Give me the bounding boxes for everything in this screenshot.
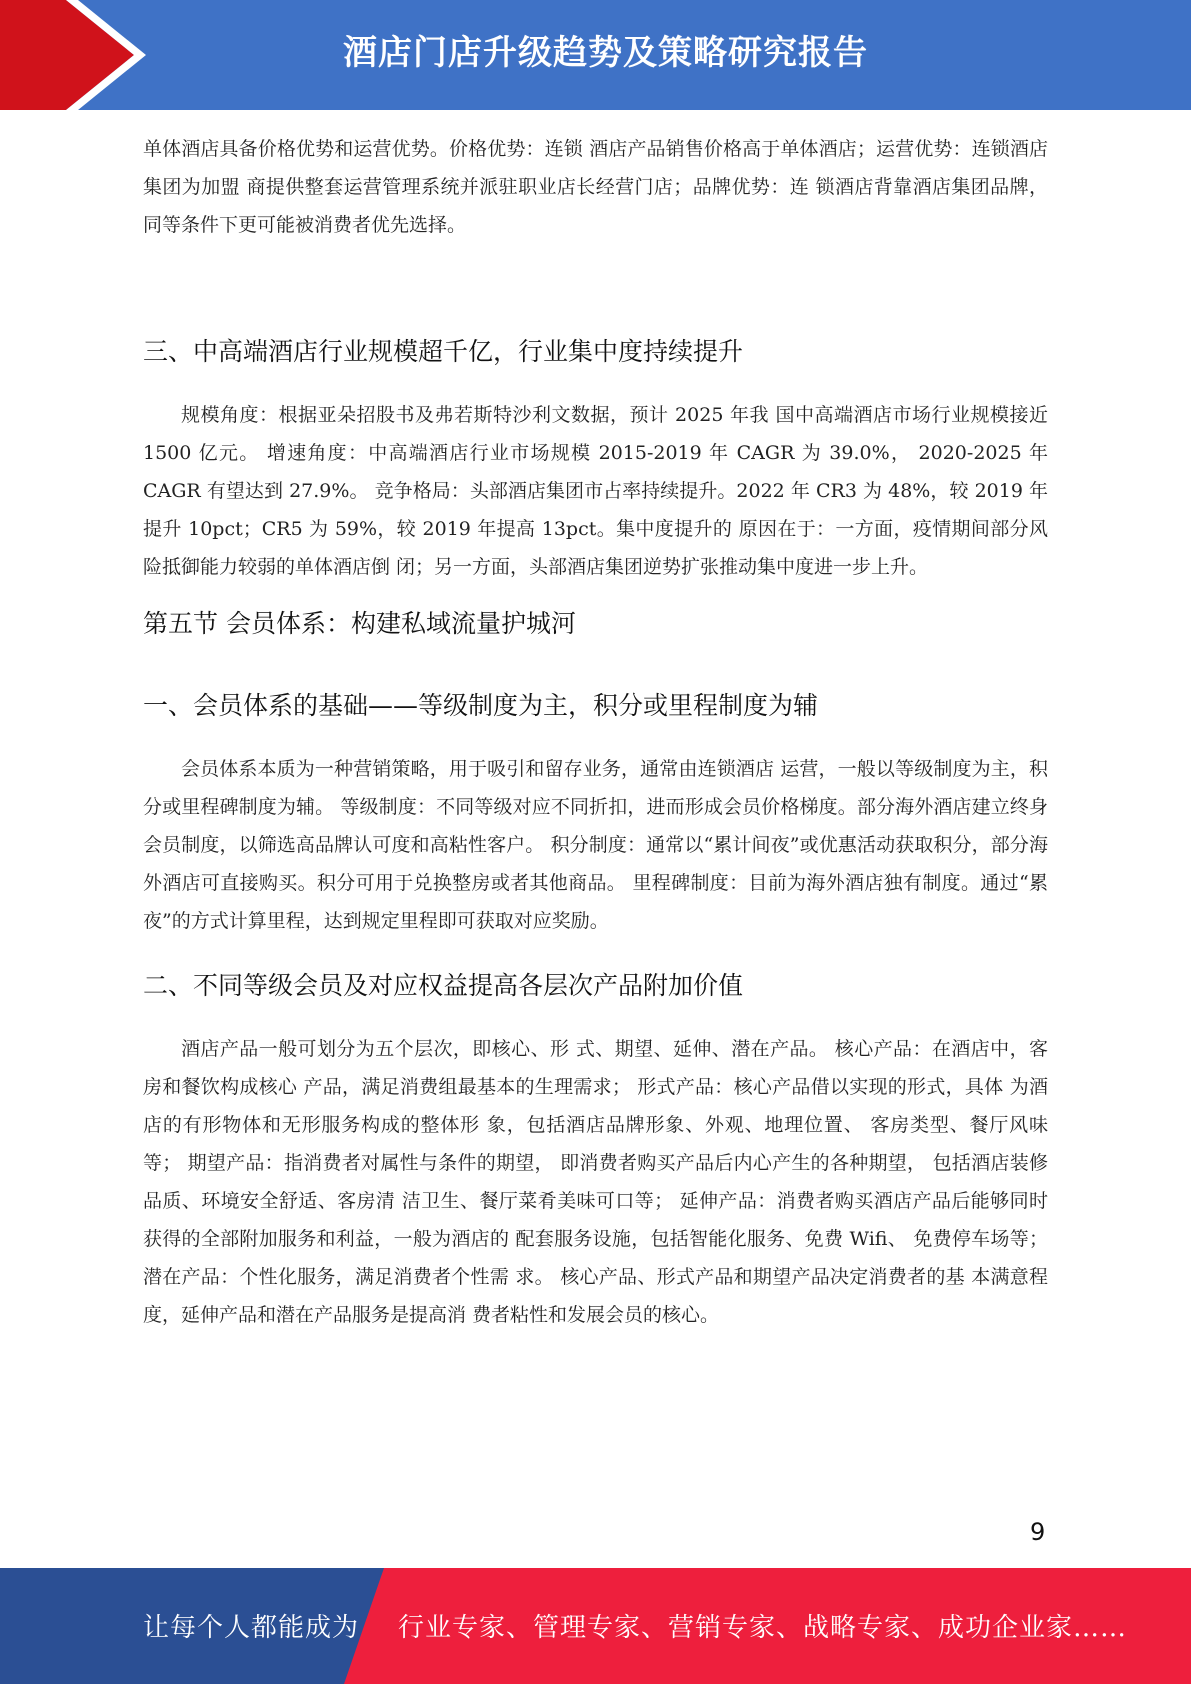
sub1-paragraph: 会员体系本质为一种营销策略，用于吸引和留存业务，通常由连锁酒店 运营，一般以等级制度为主，积分或里程碑制度为辅。 等级制度：不同等级对应不同折扣，进而形成会员价格梯度。部分海外酒店建立终身会员制度，以筛选高品牌认可度和高粘性客户。 积分制度：通常以“累计间夜”或优惠活动获取积分，部分海外酒店可直接购买。积分可用于兑换整房或者其他商品。 里程碑制度：目前为海外酒店独有制度。通过“累夜”的方式计算里程，达到规定里程即可获取对应奖励。 (143, 758, 1048, 932)
section3-heading: 三、中高端酒店行业规模超千亿，行业集中度持续提升 (143, 337, 744, 366)
header-chevron-decoration (0, 0, 160, 110)
section5-heading: 第五节 会员体系：构建私域流量护城河 (143, 609, 576, 638)
sub1-heading: 一、会员体系的基础——等级制度为主，积分或里程制度为辅 (143, 691, 819, 720)
page-number: 9 (1030, 1518, 1046, 1546)
page-footer (0, 1568, 1191, 1684)
footer-slogan-left: 让每个人都能成为 (143, 1613, 360, 1643)
page-content (143, 130, 1048, 1334)
page-header (0, 0, 1191, 110)
report-title: 酒店门店升级趋势及策略研究报告 (343, 33, 868, 73)
footer-slogan-right: 行业专家、管理专家、营销专家、战略专家、成功企业家…… (398, 1613, 1128, 1643)
sub2-heading: 二、不同等级会员及对应权益提高各层次产品附加价值 (143, 971, 744, 1000)
intro-paragraph: 单体酒店具备价格优势和运营优势。价格优势：连锁 酒店产品销售价格高于单体酒店；运营优势：连锁酒店集团为加盟 商提供整套运营管理系统并派驻职业店长经营门店；品牌优势：连 锁酒店背靠酒店集团品牌，同等条件下更可能被消费者优先选择。 (143, 138, 1048, 236)
section3-paragraph: 规模角度：根据亚朵招股书及弗若斯特沙利文数据，预计 2025 年我 国中高端酒店市场行业规模接近 1500 亿元。 增速角度：中高端酒店行业市场规模 2015-2019 年 CAGR 为 39.0%， 2020-2025 年 CAGR 有望达到 27.9%。 竞争格局：头部酒店集团市占率持续提升。2022 年 CR3 为 48%，较 2019 年提升 10pct；CR5 为 59%，较 2019 年提高 13pct。集中度提升的 原因在于：一方面，疫情期间部分风险抵御能力较弱的单体酒店倒 闭；另一方面，头部酒店集团逆势扩张推动集中度进一步上升。 (143, 404, 1048, 578)
sub2-paragraph: 酒店产品一般可划分为五个层次，即核心、形 式、期望、延伸、潜在产品。 核心产品：在酒店中，客房和餐饮构成核心 产品，满足消费组最基本的生理需求； 形式产品：核心产品借以实现的形式，具体 为酒店的有形物体和无形服务构成的整体形 象，包括酒店品牌形象、外观、地理位置、 客房类型、餐厅风味等； 期望产品：指消费者对属性与条件的期望， 即消费者购买产品后内心产生的各种期望， 包括酒店装修品质、环境安全舒适、客房清 洁卫生、餐厅菜肴美味可口等； 延伸产品：消费者购买酒店产品后能够同时 获得的全部附加服务和利益，一般为酒店的 配套服务设施，包括智能化服务、免费 Wifi、 免费停车场等； 潜在产品：个性化服务，满足消费者个性需 求。 核心产品、形式产品和期望产品决定消费者的基 本满意程度，延伸产品和潜在产品服务是提高消 费者粘性和发展会员的核心。 (143, 1038, 1048, 1326)
